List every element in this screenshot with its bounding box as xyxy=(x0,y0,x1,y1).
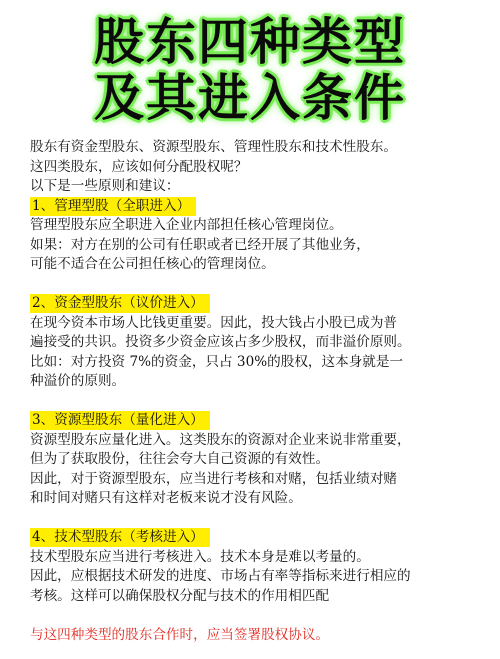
section-3-line-2: 但为了获取股份，往往会夸大自己资源的有效性。 xyxy=(30,451,330,467)
section-3-heading-row xyxy=(30,411,475,431)
section-4-heading: 4、技术型股东（考核进入） xyxy=(30,528,210,547)
section-2-line-1: 在现今资本市场人比钱更重要。因此，投大钱占小股已成为普 xyxy=(30,314,398,331)
section-1-line-2: 如果：对方在别的公司有任职或者已经开展了其他业务， xyxy=(30,236,370,253)
section-4-heading-row xyxy=(30,528,475,548)
section-4-line-2: 因此，应根据技术研发的进度、市场占有率等指标来进行相应的 xyxy=(30,568,411,584)
spacer xyxy=(30,606,475,626)
section-2-line-2: 遍接受的共识。投资多少资金应该占多少股权，而非溢价原则。 xyxy=(30,334,411,350)
closing-notice: 与这四种类型的股东合作时，应当签署股权协议。 xyxy=(30,626,330,643)
section-4-line-3: 考核。这样可以确保股权分配与技术的作用相匹配 xyxy=(30,587,330,604)
section-3-line-1: 资源型股东应量化进入。这类股东的资源对企业来说非常重要， xyxy=(30,431,411,448)
intro-line-1: 股东有资金型股东、资源型股东、管理性股东和技术性股东。 xyxy=(30,139,398,155)
spacer xyxy=(30,275,475,295)
section-1-heading: 1、管理型股（全职进入） xyxy=(30,197,196,216)
section-2-heading: 2、资金型股东（议价进入） xyxy=(30,294,210,313)
section-2-line-4: 种溢价的原则。 xyxy=(30,373,126,389)
article-body xyxy=(30,138,475,645)
title-block xyxy=(0,14,500,126)
section-2-heading-row xyxy=(30,294,475,314)
title-line-1: 股东四种类型 xyxy=(94,13,406,71)
section-2-line-3: 比如：对方投资 7%的资金，只占 30%的股权，这本身就是一 xyxy=(30,353,404,370)
section-3-line-3: 因此，对于资源型股东，应当进行考核和对赌，包括业绩对赌 xyxy=(30,470,398,487)
section-3-line-4: 和时间对赌只有这样对老板来说才没有风险。 xyxy=(30,490,302,506)
intro-line-2: 这四类股东，应该如何分配股权呢？ xyxy=(30,158,248,175)
spacer xyxy=(30,392,475,412)
title-line-2: 及其进入条件 xyxy=(94,69,406,127)
section-1-line-3: 可能不适合在公司担任核心的管理岗位。 xyxy=(30,256,275,272)
section-1-heading-row xyxy=(30,197,475,217)
section-3-heading: 3、资源型股东（量化进入） xyxy=(30,411,210,430)
spacer xyxy=(30,509,475,529)
section-4-line-1: 技术型股东应当进行考核进入。技术本身是难以考量的。 xyxy=(30,548,370,565)
section-1-line-1: 管理型股东应全职进入企业内部担任核心管理岗位。 xyxy=(30,217,343,233)
intro-line-3: 以下是一些原则和建议： xyxy=(30,178,180,194)
